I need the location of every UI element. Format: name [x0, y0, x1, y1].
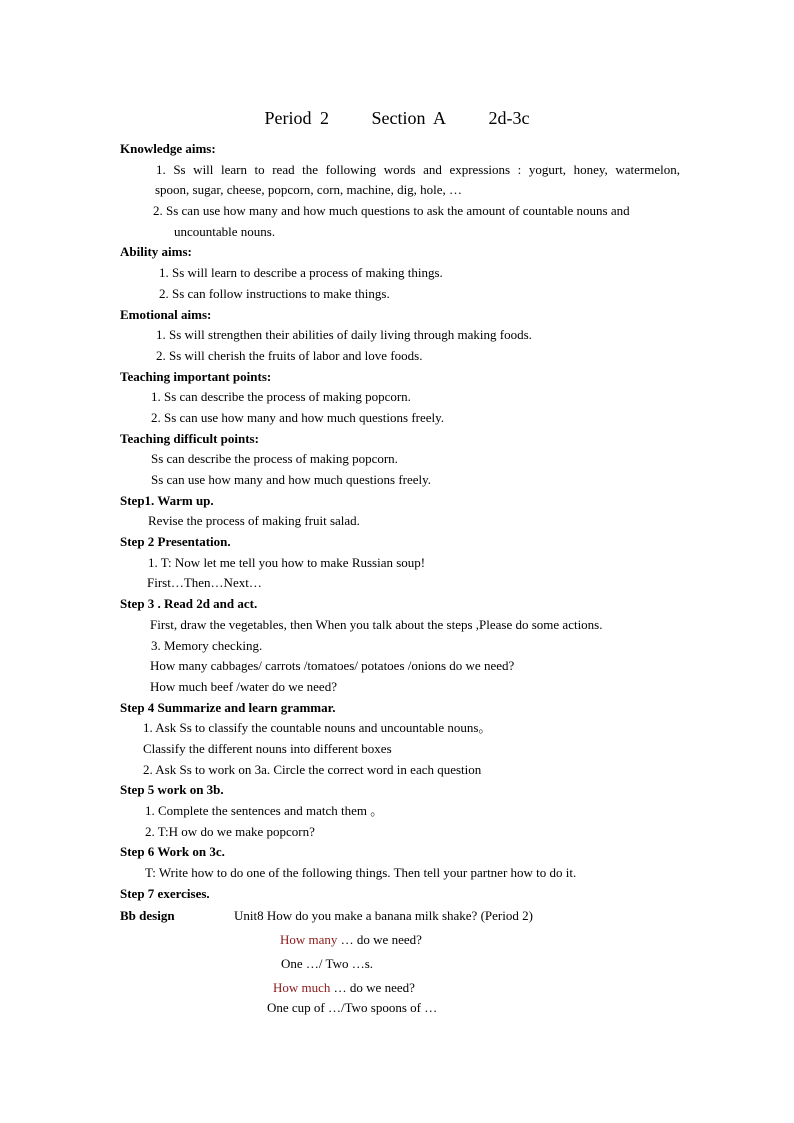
lesson-content	[120, 139, 680, 1019]
board-how-much-rest: … do we need?	[330, 979, 415, 995]
knowledge-aim-1-line-2: spoon, sugar, cheese, popcorn, corn, machine, dig, hole, …	[155, 182, 463, 198]
title-range: 2d-3c	[488, 108, 530, 128]
difficult-point-1: Ss can describe the process of making popcorn.	[151, 451, 398, 467]
step1-heading: Step1. Warm up.	[120, 492, 214, 508]
step3-heading: Step 3 . Read 2d and act.	[120, 596, 258, 612]
step4-heading: Step 4 Summarize and learn grammar.	[120, 699, 336, 715]
step4-line-3: 2. Ask Ss to work on 3a. Circle the correct word in each question	[143, 761, 482, 777]
emotional-aim-2: 2. Ss will cherish the fruits of labor and love foods.	[156, 347, 423, 363]
knowledge-aims-heading: Knowledge aims:	[120, 141, 216, 156]
board-how-much-line	[120, 978, 680, 999]
ability-aims-heading: Ability aims:	[120, 244, 192, 260]
board-design-row	[120, 906, 680, 927]
page-title	[0, 106, 794, 130]
knowledge-aim-2-line-1: 2. Ss can use how many and how much questions to ask the amount of countable nouns and	[153, 203, 630, 219]
board-one-two-line: One …/ Two …s.	[281, 955, 374, 971]
step4-line-1: 1. Ask Ss to classify the countable nouns and uncountable nouns。	[143, 720, 492, 736]
difficult-point-2: Ss can use how many and how much questions freely.	[151, 472, 432, 487]
knowledge-aim-1-line-1: 1. Ss will learn to read the following words and expressions : yogurt, honey, watermelon,	[156, 161, 680, 177]
step3-line-2: 3. Memory checking.	[151, 637, 263, 653]
important-point-2: 2. Ss can use how many and how much questions freely.	[151, 409, 445, 425]
board-design-label: Bb design	[120, 908, 175, 924]
important-points-heading: Teaching important points:	[120, 368, 272, 384]
board-design-title: Unit8 How do you make a banana milk shake? (Period 2)	[234, 908, 533, 924]
step3-line-3: How many cabbages/ carrots /tomatoes/ potatoes /onions do we need?	[150, 658, 515, 674]
step5-heading: Step 5 work on 3b.	[120, 782, 224, 798]
step2-heading: Step 2 Presentation.	[120, 534, 231, 550]
emotional-aims-heading: Emotional aims:	[120, 306, 212, 322]
step1-line-1: Revise the process of making fruit salad.	[148, 513, 360, 529]
step7-heading: Step 7 exercises.	[120, 885, 210, 901]
step5-line-2: 2. T:H ow do we make popcorn?	[145, 823, 315, 839]
ability-aim-1: 1. Ss will learn to describe a process of making things.	[159, 265, 443, 281]
knowledge-aim-2-line-2: uncountable nouns.	[174, 223, 276, 239]
title-section: Section A	[371, 108, 446, 128]
ability-aim-2: 2. Ss can follow instructions to make things.	[159, 285, 390, 301]
title-period: Period 2	[264, 108, 329, 128]
step4-line-2: Classify the different nouns into different boxes	[143, 740, 392, 756]
step5-line-1: 1. Complete the sentences and match them 。	[145, 803, 384, 818]
board-how-many-line	[120, 930, 680, 951]
emotional-aim-1: 1. Ss will strengthen their abilities of daily living through making foods.	[156, 327, 532, 343]
board-how-many-rest: … do we need?	[337, 932, 422, 948]
step6-line-1: T: Write how to do one of the following things. Then tell your partner how to do it.	[145, 865, 577, 881]
step2-line-1: 1. T: Now let me tell you how to make Russian soup!	[148, 554, 426, 570]
board-how-much-phrase: How much	[273, 979, 331, 995]
board-cup-spoons-line: One cup of …/Two spoons of …	[267, 1000, 438, 1016]
difficult-points-heading: Teaching difficult points:	[120, 430, 259, 446]
step3-line-4: How much beef /water do we need?	[150, 678, 337, 694]
step3-line-1: First, draw the vegetables, then When you talk about the steps ,Please do some actions.	[150, 616, 603, 632]
important-point-1: 1. Ss can describe the process of making popcorn.	[151, 389, 411, 405]
step2-line-2: First…Then…Next…	[147, 575, 262, 591]
board-how-many-phrase: How many	[280, 932, 338, 948]
step6-heading: Step 6 Work on 3c.	[120, 844, 225, 860]
